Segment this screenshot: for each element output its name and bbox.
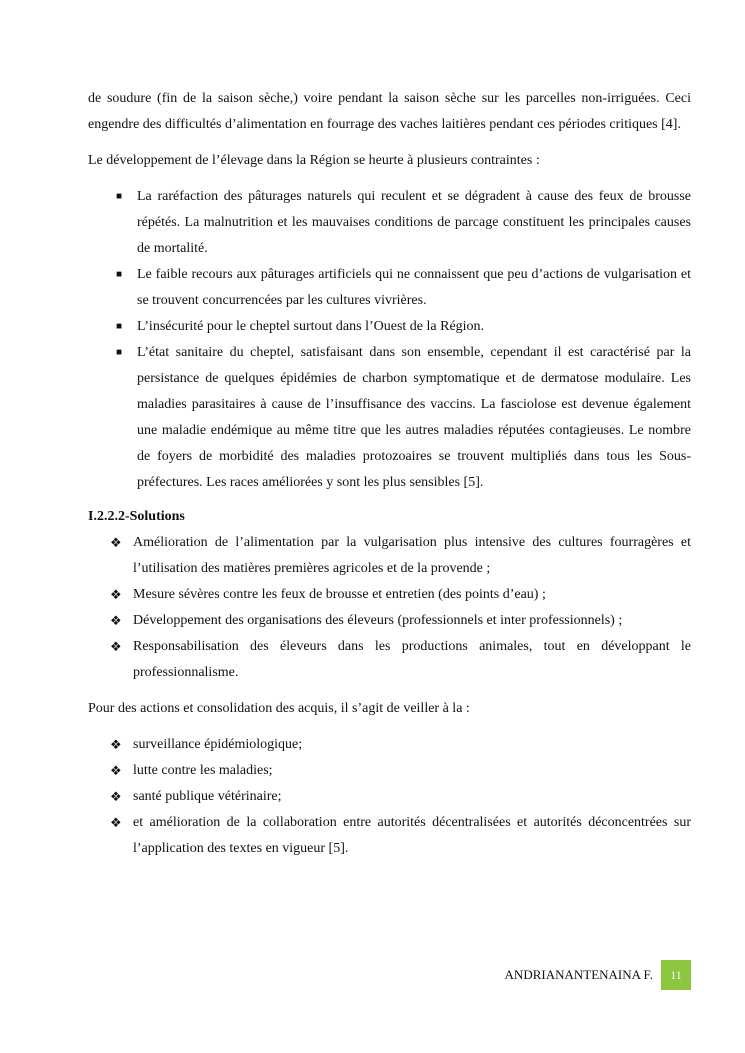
actions-lead-paragraph: Pour des actions et consolidation des acquis, il s’agit de veiller à la : (88, 701, 470, 716)
page-footer (440, 960, 691, 990)
intro-paragraph: de soudure (fin de la saison sèche,) voire pendant la saison sèche sur les parcelles non-irriguées. Ceci engendre des difficultés d’alimentation en fourrage des vaches laitières pendant ces périodes critiques [4]. (88, 91, 691, 132)
list-item (88, 184, 691, 262)
square-bullet-icon: ■ (116, 321, 123, 332)
list-item-text: Amélioration de l’alimentation par la vulgarisation plus intensive des cultures fourragères et l’utilisation des matières premières agricoles et de la provende ; (133, 535, 691, 576)
list-item-text: lutte contre les maladies; (133, 763, 273, 778)
diamond-bullet-icon: ❖ (110, 789, 122, 804)
square-bullet-icon: ■ (116, 269, 123, 280)
list-item-text: Mesure sévères contre les feux de brousse et entretien (des points d’eau) ; (133, 587, 546, 602)
list-item (88, 582, 691, 608)
list-item-text: et amélioration de la collaboration entre autorités décentralisées et autorités déconcentrées sur l’application des textes en vigueur [5]. (133, 815, 691, 856)
page-number-badge: 11 (661, 960, 691, 990)
diamond-bullet-icon: ❖ (110, 639, 122, 654)
diamond-bullet-icon: ❖ (110, 763, 122, 778)
diamond-bullet-icon: ❖ (110, 613, 122, 628)
list-item (88, 732, 691, 758)
list-item (88, 784, 691, 810)
diamond-bullet-icon: ❖ (110, 535, 122, 550)
list-item-text: Le faible recours aux pâturages artificiels qui ne connaissent que peu d’actions de vulgarisation et se trouvent concurrencées par les cultures vivrières. (137, 267, 691, 308)
list-item-text: santé publique vétérinaire; (133, 789, 282, 804)
list-item (88, 530, 691, 582)
list-item-text: Responsabilisation des éleveurs dans les productions animales, tout en développant le professionnalisme. (133, 639, 691, 680)
list-item (88, 262, 691, 314)
page-content (88, 86, 691, 862)
constraints-list (88, 184, 691, 496)
square-bullet-icon: ■ (116, 191, 123, 202)
constraints-lead-paragraph: Le développement de l’élevage dans la Région se heurte à plusieurs contraintes : (88, 153, 540, 168)
solutions-heading: I.2.2.2-Solutions (88, 509, 185, 524)
diamond-bullet-icon: ❖ (110, 587, 122, 602)
list-item-text: surveillance épidémiologique; (133, 737, 303, 752)
footer-author: ANDRIANANTENAINA F. (504, 967, 653, 982)
list-item (88, 758, 691, 784)
list-item-text: L’état sanitaire du cheptel, satisfaisant dans son ensemble, cependant il est caractérisé par la persistance de quelques épidémies de charbon symptomatique et de dermatose modulaire. Les maladies parasitaires à cause de l’insuffisance des vaccins. La fasciolose est devenue également une maladie endémique au même titre que les autres maladies réputées contagieuses. Le nombre de foyers de morbidité des maladies protozoaires se trouvent multipliés dans tous les Sous-préfectures. Les races améliorées y sont les plus sensibles [5]. (137, 345, 691, 490)
solutions-list (88, 530, 691, 686)
list-item-text: L’insécurité pour le cheptel surtout dans l’Ouest de la Région. (137, 319, 485, 334)
list-item (88, 634, 691, 686)
list-item (88, 314, 691, 340)
actions-list (88, 732, 691, 862)
diamond-bullet-icon: ❖ (110, 737, 122, 752)
list-item-text: La raréfaction des pâturages naturels qui reculent et se dégradent à cause des feux de brousse répétés. La malnutrition et les mauvaises conditions de parcage constituent les principales causes de mortalité. (137, 189, 691, 256)
list-item (88, 608, 691, 634)
square-bullet-icon: ■ (116, 347, 123, 358)
list-item (88, 810, 691, 862)
diamond-bullet-icon: ❖ (110, 815, 122, 830)
list-item (88, 340, 691, 496)
list-item-text: Développement des organisations des éleveurs (professionnels et inter professionnels) ; (133, 613, 623, 628)
